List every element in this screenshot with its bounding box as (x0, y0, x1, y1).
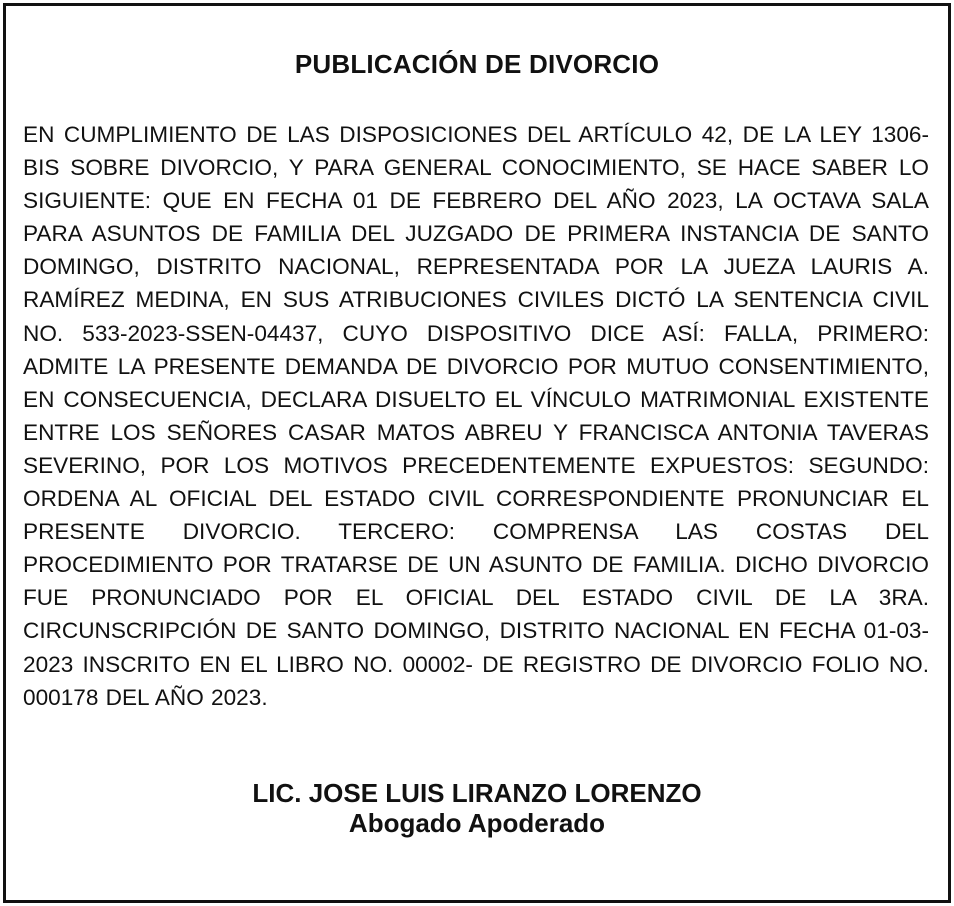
signature-name: LIC. JOSE LUIS LIRANZO LORENZO (252, 778, 702, 808)
signature-role: Abogado Apoderado (348, 808, 606, 838)
notice-frame (3, 3, 951, 903)
notice-body: EN CUMPLIMIENTO DE LAS DISPOSICIONES DEL ARTÍCULO 42, DE LA LEY 1306-BIS SOBRE DIVORCIO, Y PARA GENERAL CONOCIMIENTO, SE HACE SABER LO SIGUIENTE: QUE EN FECHA 01 DE FEBRERO DEL AÑO 2023, LA OCTAVA SALA PARA ASUNTOS DE FAMILIA DEL JUZGADO DE PRIMERA INSTANCIA DE SANTO DOMINGO, DISTRITO NACIONAL, REPRESENTADA POR LA JUEZA LAURIS A. RAMÍREZ MEDINA, EN SUS ATRIBUCIONES CIVILES DICTÓ LA SENTENCIA CIVIL NO. 533-2023-SSEN-04437, CUYO DISPOSITIVO DICE ASÍ: FALLA, PRIMERO: ADMITE LA PRESENTE DEMANDA DE DIVORCIO POR MUTUO CONSENTIMIENTO, EN CONSECUENCIA, DECLARA DISUELTO EL VÍNCULO MATRIMONIAL EXISTENTE ENTRE LOS SEÑORES CASAR MATOS ABREU Y FRANCISCA ANTONIA TAVERAS SEVERINO, POR LOS MOTIVOS PRECEDENTEMENTE EXPUESTOS: SEGUNDO: ORDENA AL OFICIAL DEL ESTADO CIVIL CORRESPONDIENTE PRONUNCIAR EL PRESENTE DIVORCIO. TERCERO: COMPRENSA LAS COSTAS DEL PROCEDIMIENTO POR TRATARSE DE UN ASUNTO DE FAMILIA. DICHO DIVORCIO FUE PRONUNCIADO POR EL OFICIAL DEL ESTADO CIVIL DE LA 3RA. CIRCUNSCRIPCIÓN DE SANTO DOMINGO, DISTRITO NACIONAL EN FECHA 01-03-2023 INSCRITO EN EL LIBRO NO. 00002- DE REGISTRO DE DIVORCIO FOLIO NO. 000178 DEL AÑO 2023. (23, 122, 929, 710)
notice-title: PUBLICACIÓN DE DIVORCIO (294, 49, 660, 79)
signature-block (6, 778, 948, 838)
